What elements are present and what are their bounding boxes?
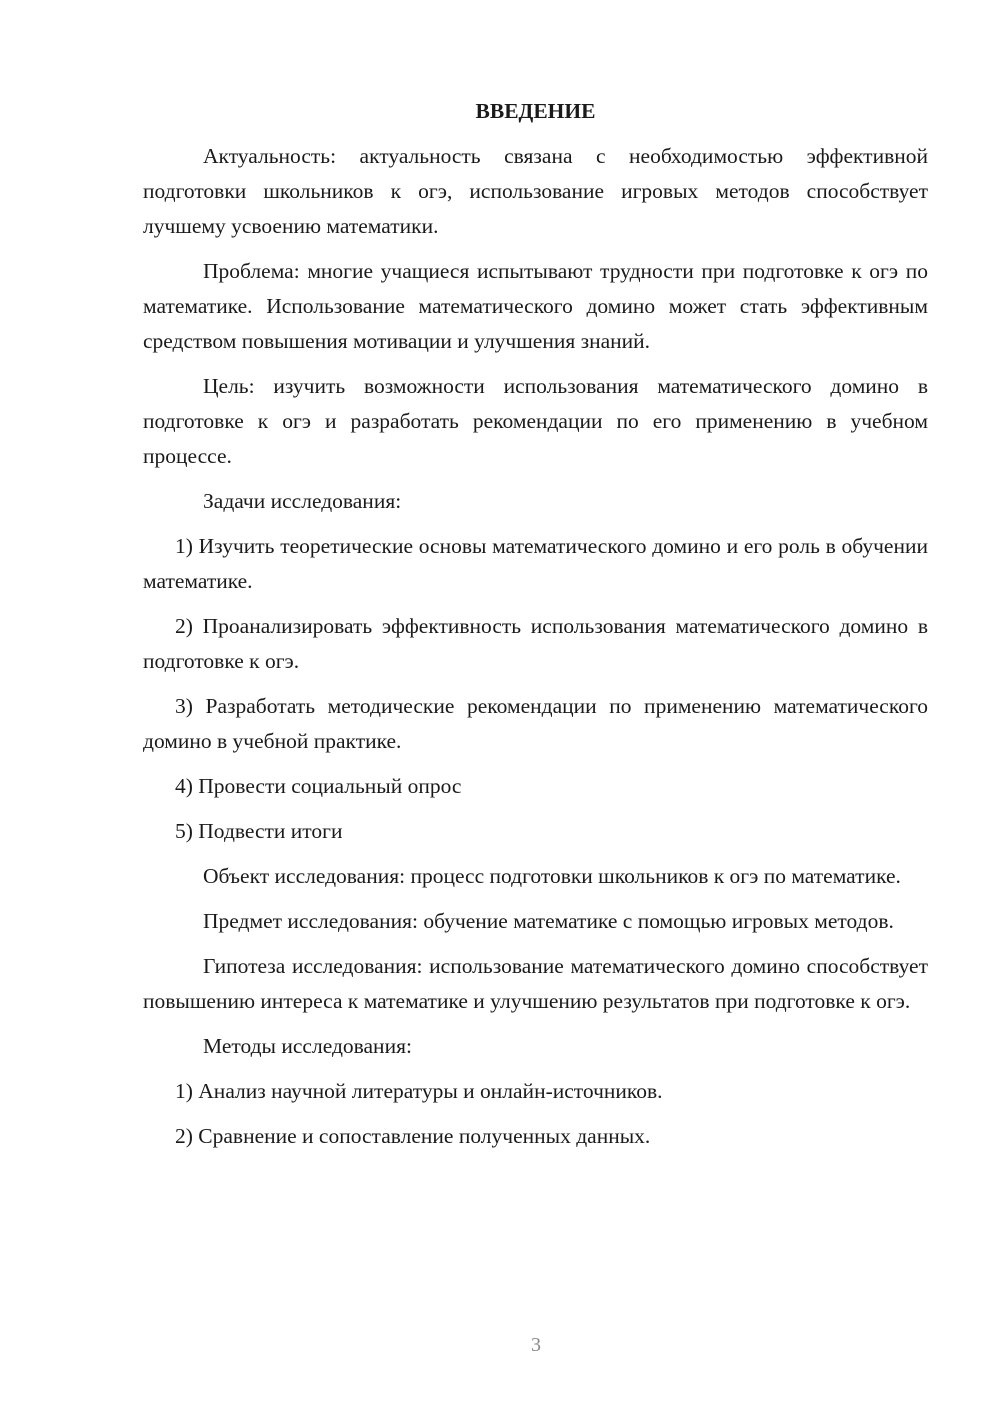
method-item-2: 2) Сравнение и сопоставление полученных данных. xyxy=(175,1124,651,1148)
paragraph-goal: Цель: изучить возможности использования математического домино в подготовке к огэ и разработать рекомендации по его применению в учебном процессе. xyxy=(143,374,928,468)
task-item-4: 4) Провести социальный опрос xyxy=(175,774,462,798)
paragraph-problem: Проблема: многие учащиеся испытывают трудности при подготовке к огэ по математике. Использование математического домино может стать эффективным средством повышения мотивации и улучшения знаний. xyxy=(143,259,928,353)
paragraph-tasks-heading: Задачи исследования: xyxy=(203,489,402,513)
page-title: ВВЕДЕНИЕ xyxy=(475,99,596,123)
paragraph-relevance: Актуальность: актуальность связана с необходимостью эффективной подготовки школьников к огэ, использование игровых методов способствует лучшему усвоению математики. xyxy=(143,144,928,238)
paragraph-object: Объект исследования: процесс подготовки школьников к огэ по математике. xyxy=(203,864,901,888)
paragraph-methods-heading: Методы исследования: xyxy=(203,1034,412,1058)
task-item-3: 3) Разработать методические рекомендации по применению математического домино в учебной практике. xyxy=(143,694,928,753)
document-body xyxy=(143,94,928,1164)
task-item-1: 1) Изучить теоретические основы математического домино и его роль в обучении математике. xyxy=(143,534,928,593)
task-item-2: 2) Проанализировать эффективность использования математического домино в подготовке к огэ. xyxy=(143,614,928,673)
paragraph-hypothesis: Гипотеза исследования: использование математического домино способствует повышению интереса к математике и улучшению результатов при подготовке к огэ. xyxy=(143,954,928,1013)
method-item-1: 1) Анализ научной литературы и онлайн-источников. xyxy=(175,1079,663,1103)
paragraph-subject: Предмет исследования: обучение математике с помощью игровых методов. xyxy=(203,909,894,933)
task-item-5: 5) Подвести итоги xyxy=(175,819,343,843)
page-number: 3 xyxy=(531,1334,541,1356)
